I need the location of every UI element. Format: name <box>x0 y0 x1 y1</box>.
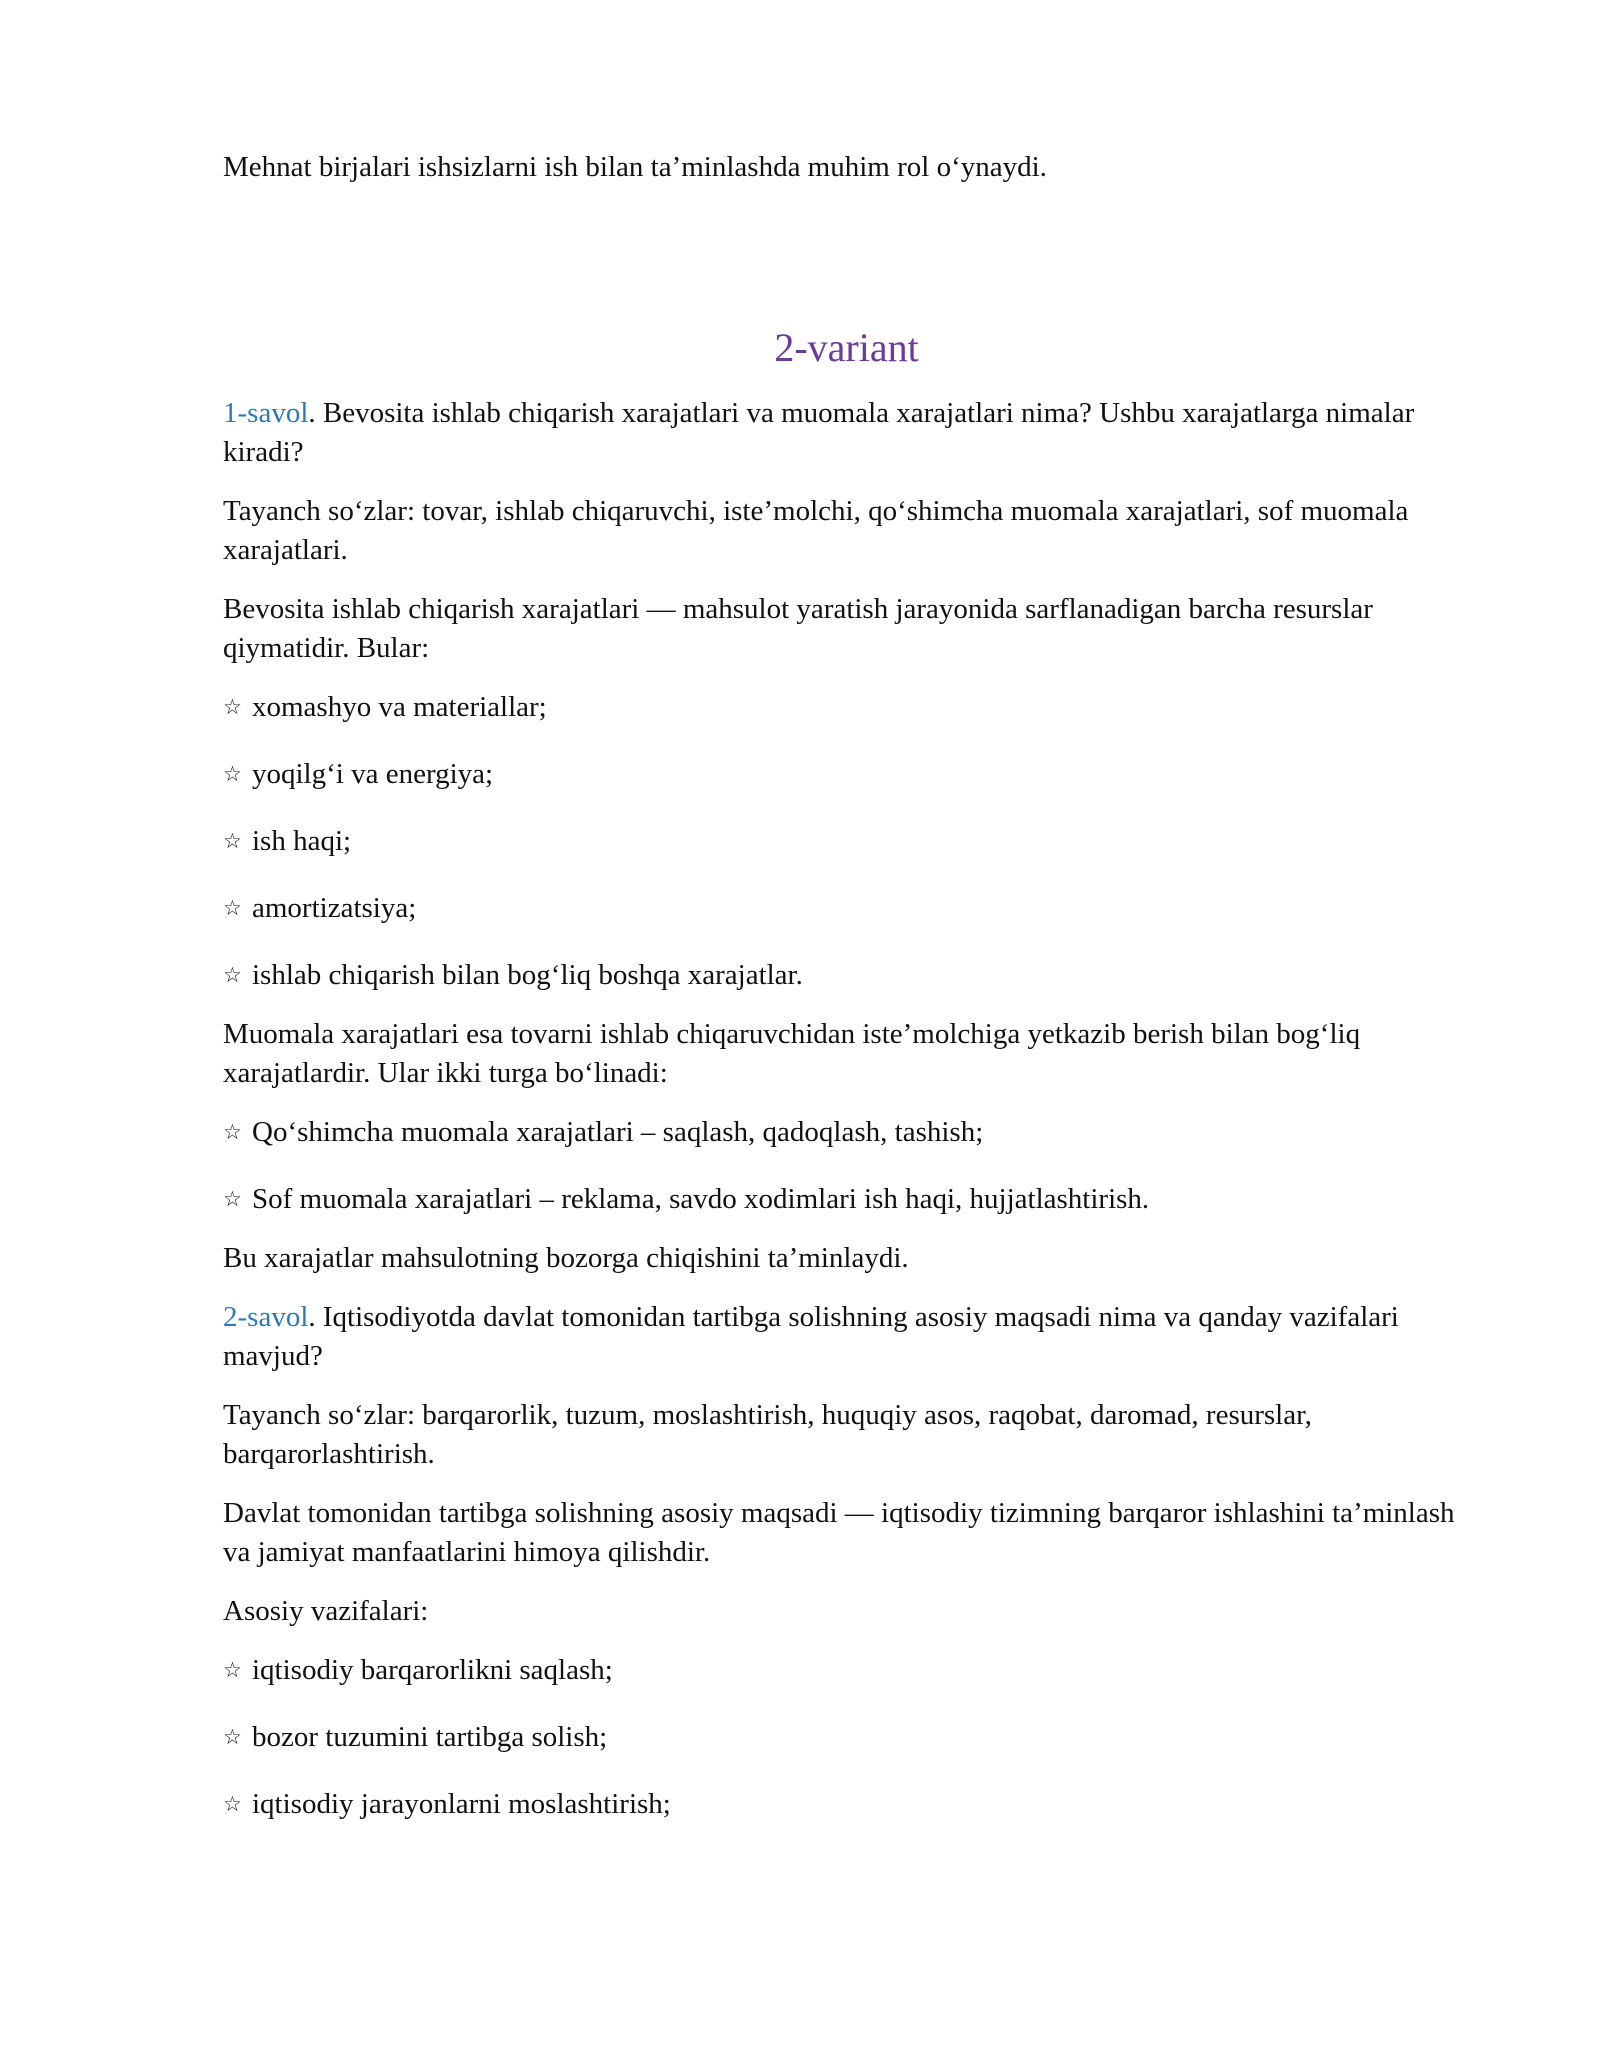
star-outline-icon: ☆ <box>223 829 242 853</box>
question-2-paragraph-2: Asosiy vazifalari: <box>223 1595 429 1627</box>
list-item <box>223 755 1478 794</box>
star-outline-icon: ☆ <box>223 896 242 920</box>
question-1 <box>223 394 1478 472</box>
question-1-list-1 <box>223 688 1478 995</box>
list-item <box>223 1718 1478 1757</box>
star-outline-icon: ☆ <box>223 695 242 719</box>
list-item <box>223 1113 1478 1152</box>
question-2 <box>223 1298 1478 1376</box>
question-2-list-1 <box>223 1651 1478 1824</box>
list-item <box>223 1651 1478 1690</box>
variant-heading: 2-variant <box>774 325 919 370</box>
list-item-text: ishlab chiqarish bilan bog‘liq boshqa xarajatlar. <box>252 959 803 991</box>
question-1-paragraph-3: Bu xarajatlar mahsulotning bozorga chiqishini ta’minlaydi. <box>223 1242 909 1274</box>
list-item-text: ish haqi; <box>252 825 352 857</box>
star-outline-icon: ☆ <box>223 1187 242 1211</box>
list-item <box>223 889 1478 928</box>
star-outline-icon: ☆ <box>223 963 242 987</box>
intro-paragraph: Mehnat birjalari ishsizlarni ish bilan ta’minlashda muhim rol o‘ynaydi. <box>223 151 1047 183</box>
question-2-keywords: Tayanch so‘zlar: barqarorlik, tuzum, moslashtirish, huquqiy asos, raqobat, daromad, resurslar, barqarorlashtirish. <box>223 1399 1312 1470</box>
list-item-text: Sof muomala xarajatlari – reklama, savdo xodimlari ish haqi, hujjatlashtirish. <box>252 1183 1150 1215</box>
list-item <box>223 956 1478 995</box>
list-item-text: iqtisodiy jarayonlarni moslashtirish; <box>252 1788 671 1820</box>
question-1-paragraph-2: Muomala xarajatlari esa tovarni ishlab chiqaruvchidan iste’molchiga yetkazib berish bilan bog‘liq xarajatlardir. Ular ikki turga bo‘linadi: <box>223 1018 1361 1089</box>
star-outline-icon: ☆ <box>223 1792 242 1816</box>
document-body <box>223 148 1478 1852</box>
question-1-text: . Bevosita ishlab chiqarish xarajatlari va muomala xarajatlari nima? Ushbu xarajatlarga nimalar kiradi? <box>223 397 1415 468</box>
list-item <box>223 1180 1478 1219</box>
list-item-text: yoqilg‘i va energiya; <box>252 758 494 790</box>
question-1-label: 1-savol <box>223 397 309 429</box>
star-outline-icon: ☆ <box>223 1658 242 1682</box>
question-1-list-2 <box>223 1113 1478 1219</box>
list-item-text: Qo‘shimcha muomala xarajatlari – saqlash, qadoqlash, tashish; <box>252 1116 984 1148</box>
list-item <box>223 822 1478 861</box>
question-2-text: . Iqtisodiyotda davlat tomonidan tartibga solishning asosiy maqsadi nima va qanday vazifalari mavjud? <box>223 1301 1399 1372</box>
list-item <box>223 1785 1478 1824</box>
list-item-text: iqtisodiy barqarorlikni saqlash; <box>252 1654 613 1686</box>
star-outline-icon: ☆ <box>223 1725 242 1749</box>
question-1-paragraph-1: Bevosita ishlab chiqarish xarajatlari — mahsulot yaratish jarayonida sarflanadigan barcha resurslar qiymatidir. Bular: <box>223 593 1373 664</box>
list-item <box>223 688 1478 727</box>
question-2-paragraph-1: Davlat tomonidan tartibga solishning asosiy maqsadi — iqtisodiy tizimning barqaror ishlashini ta’minlash va jamiyat manfaatlarini himoya qilishdir. <box>223 1497 1455 1568</box>
list-item-text: amortizatsiya; <box>252 892 417 924</box>
list-item-text: bozor tuzumini tartibga solish; <box>252 1721 608 1753</box>
question-2-label: 2-savol <box>223 1301 309 1333</box>
star-outline-icon: ☆ <box>223 762 242 786</box>
list-item-text: xomashyo va materiallar; <box>252 691 547 723</box>
question-1-keywords: Tayanch so‘zlar: tovar, ishlab chiqaruvchi, iste’molchi, qo‘shimcha muomala xarajatlari, sof muomala xarajatlari. <box>223 495 1409 566</box>
star-outline-icon: ☆ <box>223 1120 242 1144</box>
